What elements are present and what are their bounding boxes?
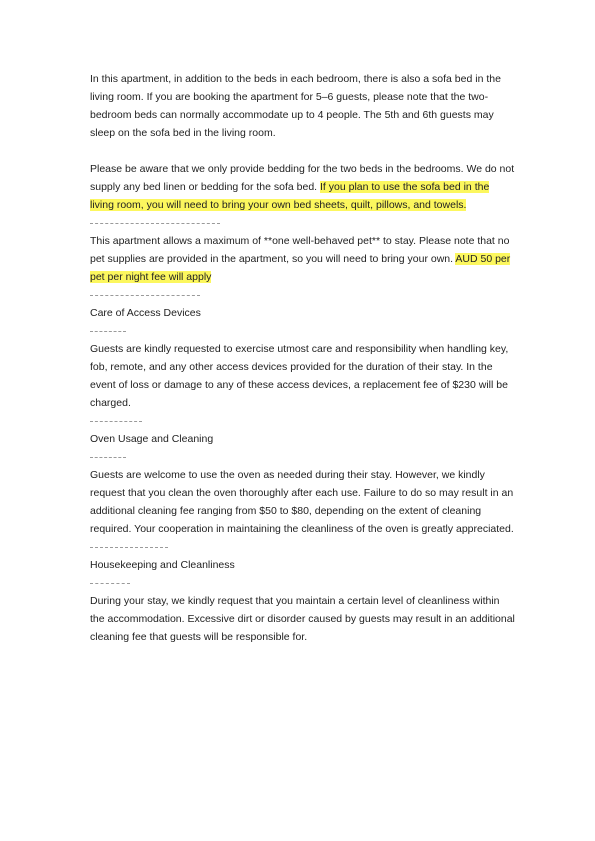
section-heading-access-devices: Care of Access Devices xyxy=(90,307,201,319)
document-page xyxy=(90,70,515,646)
divider xyxy=(90,574,515,592)
divider xyxy=(90,412,515,430)
section-body-oven: Guests are welcome to use the oven as needed during their stay. However, we kindly request that you clean the oven thoroughly after each use. Failure to do so may result in an additional cleaning fee ranging from $50 to $80, depending on the extent of cleaning required. Your cooperation in maintaining the cleanliness of the oven is greatly appreciated. xyxy=(90,469,514,535)
pet-fee-highlight: AUD 50 per pet per night fee will apply xyxy=(90,253,511,283)
bedding-paragraph xyxy=(90,160,515,214)
divider xyxy=(90,214,515,232)
bedding-text: Please be aware that we only provide bedding for the two beds in the bedrooms. We do not supply any bed linen or bedding for the sofa bed. xyxy=(90,163,515,193)
divider xyxy=(90,538,515,556)
pet-paragraph xyxy=(90,232,515,286)
section-body-access-devices: Guests are kindly requested to exercise utmost care and responsibility when handling key, fob, remote, and any other access devices provided for the duration of their stay. In the event of loss or damage to any of these access devices, a replacement fee of $230 will be charged. xyxy=(90,343,509,409)
section-heading-housekeeping: Housekeeping and Cleanliness xyxy=(90,559,235,571)
intro-paragraph: In this apartment, in addition to the beds in each bedroom, there is also a sofa bed in the living room. If you are booking the apartment for 5–6 guests, please note that the two-bedroom beds can normally accommodate up to 4 people. The 5th and 6th guests may sleep on the sofa bed in the living room. xyxy=(90,73,501,139)
section-heading-oven: Oven Usage and Cleaning xyxy=(90,433,214,445)
divider xyxy=(90,448,515,466)
divider xyxy=(90,286,515,304)
section-body-housekeeping: During your stay, we kindly request that you maintain a certain level of cleanliness within the accommodation. Excessive dirt or disorder caused by guests may result in an additional cleaning fee that guests will be responsible for. xyxy=(90,595,515,643)
paragraph-spacer xyxy=(90,142,515,160)
bedding-highlight: If you plan to use the sofa bed in the living room, you will need to bring your own bed sheets, quilt, pillows, and towels. xyxy=(90,181,490,211)
pet-text: This apartment allows a maximum of **one well-behaved pet** to stay. Please note that no pet supplies are provided in the apartment, so you will need to bring your own. xyxy=(90,235,510,265)
divider xyxy=(90,322,515,340)
